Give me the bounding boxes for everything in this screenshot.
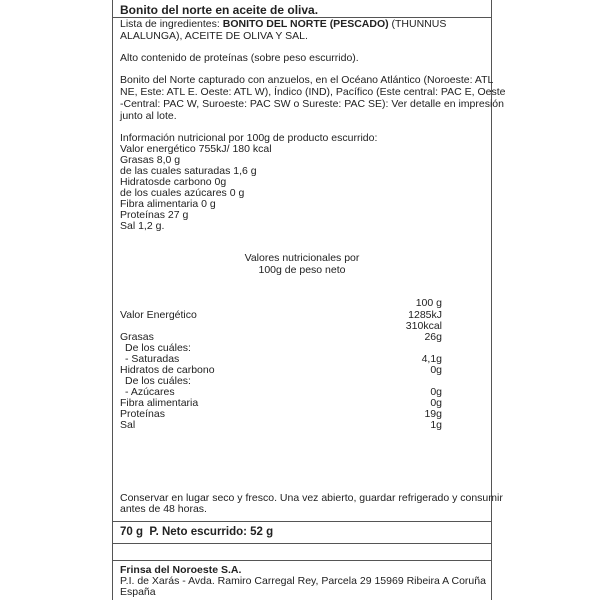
nutrition-drained-line: de los cuales azúcares 0 g: [120, 187, 245, 199]
ingredients-prefix: Lista de ingredientes:: [120, 18, 223, 30]
origin-line: NE, Este: ATL E. Oeste: ATL W), Índico (IND), Pacífico (Este central: PAC E, Oeste: [120, 86, 506, 98]
table-row-value: 4,1g: [421, 353, 442, 365]
table-header-line-1: Valores nutricionales por: [244, 252, 360, 264]
table-row-value: 0g: [430, 397, 442, 409]
nutrition-drained-line: de las cuales saturadas 1,6 g: [120, 165, 257, 177]
table-row-value: 310kcal: [405, 320, 442, 332]
table-row-value: 0g: [430, 364, 442, 376]
table-row-label: De los cuáles:: [125, 342, 191, 354]
origin-line: Bonito del Norte capturado con anzuelos, en el Océano Atlántico (Noroeste: ATL: [120, 74, 494, 86]
table-row-value: 26g: [424, 331, 442, 343]
nutrition-drained-line: Proteínas 27 g: [120, 209, 189, 221]
nutrition-drained-line: Valor energético 755kJ/ 180 kcal: [120, 143, 272, 155]
table-row-value: 1285kJ: [408, 309, 442, 321]
table-row-label: Fibra alimentaria: [120, 397, 199, 409]
nutrition-drained-header: Información nutricional por 100g de producto escurrido:: [120, 132, 378, 144]
origin-line: -Central: PAC W, Suroeste: PAC SW o Sureste: PAC SE): Ver detalle en impresión: [120, 98, 504, 110]
table-row-label: Hidratos de carbono: [120, 364, 215, 376]
origin-line: junto al lote.: [120, 110, 177, 122]
table-row-label: Sal: [120, 419, 136, 431]
table-row-value: 19g: [424, 408, 442, 420]
product-title: Bonito del norte en aceite de oliva.: [120, 3, 319, 17]
protein-claim: Alto contenido de proteínas (sobre peso escurrido).: [120, 52, 359, 64]
table-row-label: Valor Energético: [120, 309, 197, 321]
table-row-label: De los cuáles:: [125, 375, 191, 387]
company-address: P.I. de Xarás - Avda. Ramiro Carregal Rey, Parcela 29 15969 Ribeira A Coruña: [120, 575, 486, 587]
table-row-label: Proteínas: [120, 408, 165, 420]
net-weight-line: [120, 526, 273, 538]
nutrition-drained-line: Hidratosde carbono 0g: [120, 176, 227, 188]
nutrition-drained-line: Fibra alimentaria 0 g: [120, 198, 216, 210]
table-row-value: 1g: [430, 419, 442, 431]
divider: [113, 560, 491, 561]
table-header-line-2: 100g de peso neto: [258, 264, 346, 276]
table-row-label: Grasas: [120, 331, 154, 343]
table-col-header: 100 g: [415, 297, 442, 309]
divider: [113, 543, 491, 544]
company-country: España: [120, 586, 156, 598]
table-row-label: - Azúcares: [125, 386, 175, 398]
ingredients-highlight: BONITO DEL NORTE (PESCADO): [222, 18, 389, 30]
product-label: [112, 0, 506, 600]
net-weight: 70 g: [120, 526, 144, 538]
ingredients-line-2: ALALUNGA), ACEITE DE OLIVA Y SAL.: [120, 30, 308, 42]
table-row-label: - Saturadas: [125, 353, 180, 365]
divider: [113, 521, 491, 522]
storage-line: antes de 48 horas.: [120, 503, 207, 515]
ingredients-rest: (THUNNUS: [388, 18, 447, 30]
storage-line: Conservar en lugar seco y fresco. Una vez abierto, guardar refrigerado y consumir: [120, 492, 503, 504]
table-row-value: 0g: [430, 386, 442, 398]
drained-weight: P. Neto escurrido: 52 g: [149, 526, 274, 538]
nutrition-drained-line: Grasas 8,0 g: [120, 154, 181, 166]
nutrition-drained-line: Sal 1,2 g.: [120, 220, 165, 232]
ingredients-line-1: [120, 19, 446, 30]
company-name: Frinsa del Noroeste S.A.: [120, 564, 242, 576]
